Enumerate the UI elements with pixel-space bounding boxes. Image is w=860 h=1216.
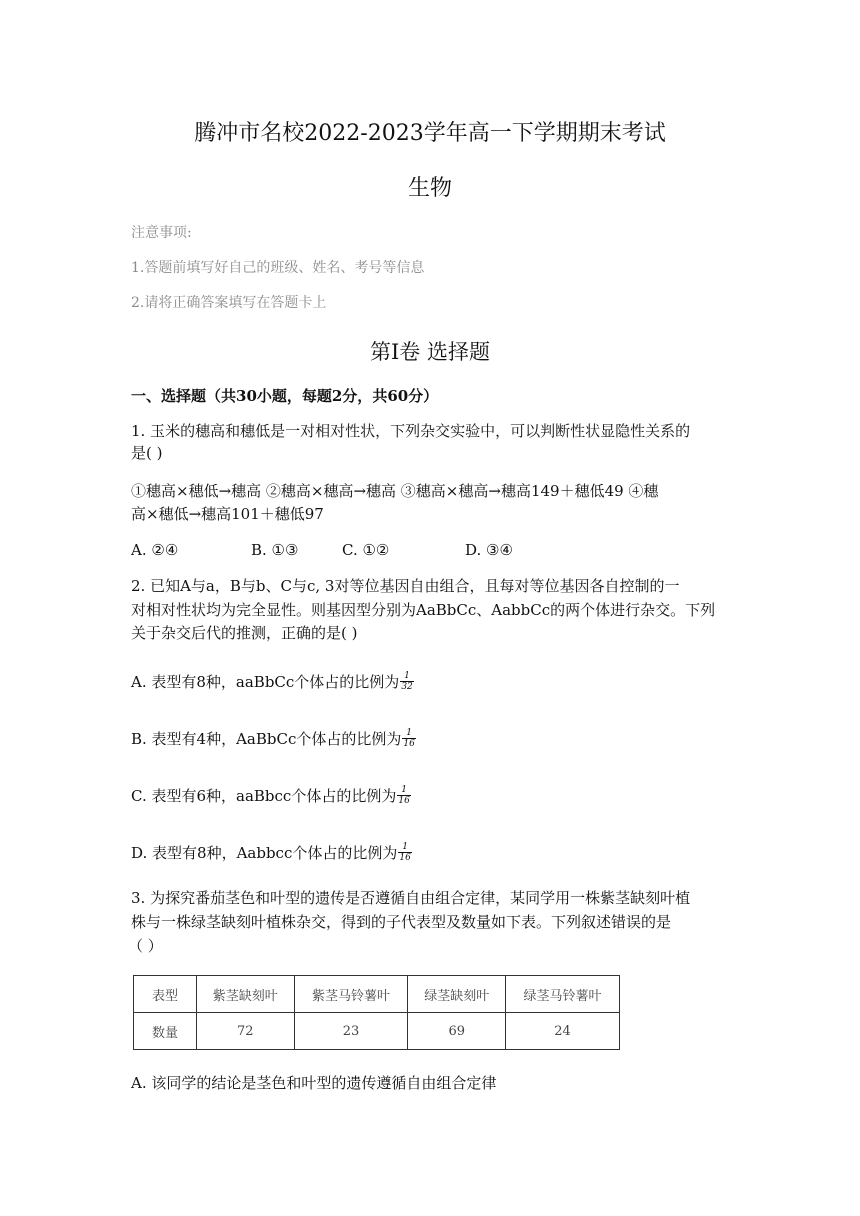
- subject-title: 生物: [407, 176, 452, 201]
- q1-option-a: A. ②④: [131, 541, 179, 559]
- table-cell: 72: [197, 1013, 295, 1050]
- q3-stem-line3: （ ）: [128, 937, 163, 955]
- q1-option-c: C. ①②: [342, 541, 390, 559]
- note-item-2: 2.请将正确答案填写在答题卡上: [131, 295, 327, 311]
- q2-option-a: [131, 672, 414, 694]
- q3-option-a: A. 该同学的结论是茎色和叶型的遗传遵循自由组合定律: [131, 1074, 497, 1092]
- table-header-cell: 表型: [134, 976, 197, 1013]
- q2-option-c-text: C. 表型有6种，aaBbcc个体占的比例为: [131, 787, 397, 805]
- q1-stem-line1: 1. 玉米的穗高和穗低是一对相对性状，下列杂交实验中，可以判断性状显隐性关系的: [131, 422, 691, 440]
- exam-title: 腾冲市名校2022-2023学年高一下学期期末考试: [194, 121, 666, 146]
- table-cell: 数量: [134, 1013, 197, 1050]
- table-header-cell: 绿茎缺刻叶: [408, 976, 506, 1013]
- table-cell: 69: [408, 1013, 506, 1050]
- section-title: 第Ⅰ卷 选择题: [370, 340, 490, 364]
- q2-stem-line2: 对相对性状均为完全显性。则基因型分别为AaBbCc、AabbCc的两个体进行杂交。下列: [131, 601, 716, 619]
- q2-stem-line3: 关于杂交后代的推测，正确的是( ): [131, 624, 358, 642]
- q3-stem-line1: 3. 为探究番茄茎色和叶型的遗传是否遵循自由组合定律，某同学用一株紫茎缺刻叶植: [131, 889, 691, 907]
- note-item-1: 1.答题前填写好自己的班级、姓名、考号等信息: [131, 260, 425, 276]
- q2-option-c: [131, 786, 411, 808]
- table-row: [134, 1013, 620, 1050]
- q1-cross-line2: 高×穗低→穗高101＋穗低97: [131, 505, 324, 523]
- q2-option-b: [131, 729, 416, 751]
- q2-option-b-text: B. 表型有4种，AaBbCc个体占的比例为: [131, 730, 402, 748]
- table-header-row: [134, 976, 620, 1013]
- q2-option-d: [131, 843, 412, 865]
- q1-cross-line1: ①穗高×穗低→穗高 ②穗高×穗高→穗高 ③穗高×穗高→穗高149＋穗低49 ④穗: [131, 482, 659, 500]
- notes-heading: 注意事项:: [131, 225, 192, 241]
- q2-option-c-fraction: $\frac{1}{16}$: [398, 784, 410, 806]
- table-header-cell: 绿茎马铃薯叶: [506, 976, 620, 1013]
- q2-option-a-text: A. 表型有8种，aaBbCc个体占的比例为: [131, 673, 400, 691]
- q2-option-a-fraction: $\frac{1}{32}$: [401, 670, 413, 692]
- q2-option-b-fraction: $\frac{1}{16}$: [403, 727, 415, 749]
- q2-option-d-text: D. 表型有8种，Aabbcc个体占的比例为: [131, 844, 398, 862]
- table-header-cell: 紫茎马铃薯叶: [294, 976, 408, 1013]
- q2-option-d-fraction: $\frac{1}{16}$: [399, 841, 411, 863]
- q1-option-d: D. ③④: [465, 541, 513, 559]
- q2-stem-line1: 2. 已知A与a，B与b、C与c, 3对等位基因自由组合，且每对等位基因各自控制的一: [131, 577, 680, 595]
- table-cell: 23: [294, 1013, 408, 1050]
- phenotype-table: [133, 975, 620, 1050]
- part-title: 一、选择题（共30小题，每题2分，共60分）: [131, 387, 439, 405]
- table-cell: 24: [506, 1013, 620, 1050]
- q1-stem-line2: 是( ): [131, 444, 163, 462]
- q3-stem-line2: 株与一株绿茎缺刻叶植株杂交，得到的子代表型及数量如下表。下列叙述错误的是: [131, 913, 672, 931]
- q1-option-b: B. ①③: [251, 541, 299, 559]
- table-header-cell: 紫茎缺刻叶: [197, 976, 295, 1013]
